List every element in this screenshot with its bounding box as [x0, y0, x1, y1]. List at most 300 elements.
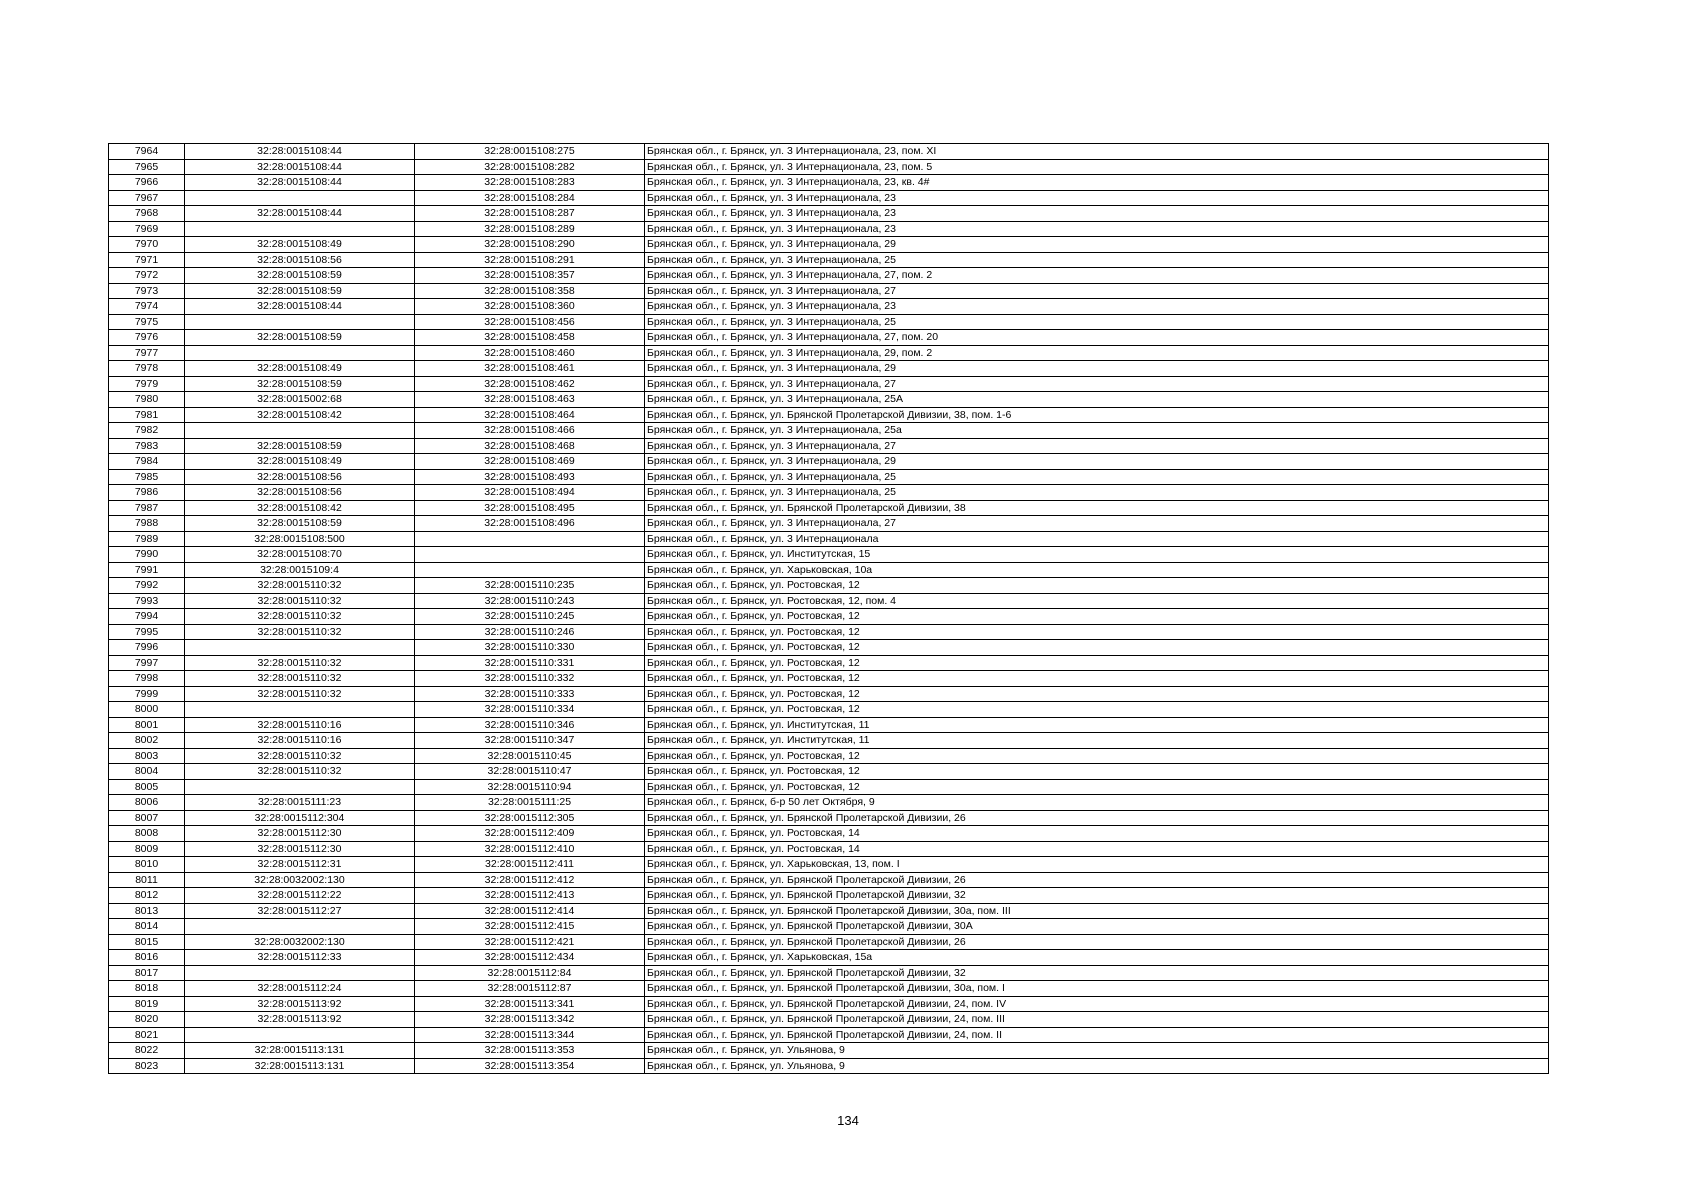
cadastral-number-cell: 32:28:0015108:460	[415, 345, 645, 361]
parent-cadastral-number-cell	[185, 190, 415, 206]
parent-cadastral-number-cell: 32:28:0015112:27	[185, 903, 415, 919]
row-number-cell: 7996	[109, 640, 185, 656]
address-cell: Брянская обл., г. Брянск, ул. 3 Интернационала, 25	[645, 314, 1549, 330]
cadastral-number-cell: 32:28:0015108:494	[415, 485, 645, 501]
parent-cadastral-number-cell: 32:28:0015108:49	[185, 361, 415, 377]
table-row	[109, 376, 1549, 392]
address-cell: Брянская обл., г. Брянск, ул. Брянской Пролетарской Дивизии, 30А	[645, 919, 1549, 935]
parent-cadastral-number-cell	[185, 702, 415, 718]
parent-cadastral-number-cell	[185, 221, 415, 237]
address-cell: Брянская обл., г. Брянск, ул. Ульянова, 9	[645, 1043, 1549, 1059]
address-cell: Брянская обл., г. Брянск, ул. 3 Интернационала, 23, пом. XI	[645, 144, 1549, 160]
row-number-cell: 7984	[109, 454, 185, 470]
row-number-cell: 7977	[109, 345, 185, 361]
table-row	[109, 1043, 1549, 1059]
address-cell: Брянская обл., г. Брянск, ул. Ростовская, 12	[645, 578, 1549, 594]
cadastral-number-cell: 32:28:0015112:434	[415, 950, 645, 966]
address-cell: Брянская обл., г. Брянск, ул. Брянской Пролетарской Дивизии, 38, пом. 1-6	[645, 407, 1549, 423]
parent-cadastral-number-cell: 32:28:0015110:32	[185, 593, 415, 609]
address-cell: Брянская обл., г. Брянск, ул. Харьковская, 10а	[645, 562, 1549, 578]
table-row	[109, 702, 1549, 718]
parent-cadastral-number-cell: 32:28:0015110:32	[185, 609, 415, 625]
row-number-cell: 7975	[109, 314, 185, 330]
address-cell: Брянская обл., г. Брянск, ул. Ростовская, 14	[645, 826, 1549, 842]
row-number-cell: 7972	[109, 268, 185, 284]
parent-cadastral-number-cell: 32:28:0015110:32	[185, 764, 415, 780]
parent-cadastral-number-cell: 32:28:0015112:30	[185, 841, 415, 857]
address-cell: Брянская обл., г. Брянск, ул. 3 Интернационала, 23	[645, 206, 1549, 222]
address-cell: Брянская обл., г. Брянск, ул. Брянской Пролетарской Дивизии, 24, пом. II	[645, 1027, 1549, 1043]
table-row	[109, 578, 1549, 594]
cadastral-number-cell: 32:28:0015108:360	[415, 299, 645, 315]
parent-cadastral-number-cell	[185, 965, 415, 981]
row-number-cell: 7987	[109, 500, 185, 516]
address-cell: Брянская обл., г. Брянск, ул. Брянской Пролетарской Дивизии, 24, пом. IV	[645, 996, 1549, 1012]
cadastral-number-cell: 32:28:0015108:289	[415, 221, 645, 237]
parent-cadastral-number-cell	[185, 1027, 415, 1043]
cadastral-number-cell: 32:28:0015108:282	[415, 159, 645, 175]
row-number-cell: 7979	[109, 376, 185, 392]
parent-cadastral-number-cell: 32:28:0015108:44	[185, 206, 415, 222]
cadastral-number-cell: 32:28:0015110:346	[415, 717, 645, 733]
table-row	[109, 144, 1549, 160]
row-number-cell: 8011	[109, 872, 185, 888]
parent-cadastral-number-cell: 32:28:0015108:42	[185, 500, 415, 516]
parent-cadastral-number-cell: 32:28:0015110:32	[185, 655, 415, 671]
cadastral-number-cell: 32:28:0015111:25	[415, 795, 645, 811]
cadastral-number-cell: 32:28:0015108:284	[415, 190, 645, 206]
table-row	[109, 609, 1549, 625]
row-number-cell: 7999	[109, 686, 185, 702]
cadastral-number-cell: 32:28:0015108:456	[415, 314, 645, 330]
row-number-cell: 8020	[109, 1012, 185, 1028]
parent-cadastral-number-cell: 32:28:0015002:68	[185, 392, 415, 408]
table-row	[109, 810, 1549, 826]
cadastral-number-cell: 32:28:0015112:414	[415, 903, 645, 919]
parent-cadastral-number-cell	[185, 314, 415, 330]
table-row	[109, 841, 1549, 857]
row-number-cell: 7969	[109, 221, 185, 237]
row-number-cell: 8003	[109, 748, 185, 764]
address-cell: Брянская обл., г. Брянск, ул. 3 Интернационала, 27, пом. 2	[645, 268, 1549, 284]
table-row	[109, 562, 1549, 578]
parent-cadastral-number-cell	[185, 423, 415, 439]
row-number-cell: 7965	[109, 159, 185, 175]
address-cell: Брянская обл., г. Брянск, ул. Институтская, 11	[645, 717, 1549, 733]
table-row	[109, 190, 1549, 206]
row-number-cell: 8006	[109, 795, 185, 811]
row-number-cell: 8004	[109, 764, 185, 780]
parent-cadastral-number-cell: 32:28:0032002:130	[185, 872, 415, 888]
row-number-cell: 8002	[109, 733, 185, 749]
address-cell: Брянская обл., г. Брянск, ул. 3 Интернационала, 25	[645, 485, 1549, 501]
parent-cadastral-number-cell: 32:28:0015108:44	[185, 299, 415, 315]
address-cell: Брянская обл., г. Брянск, ул. Ростовская, 12	[645, 748, 1549, 764]
table-row	[109, 531, 1549, 547]
table-row	[109, 764, 1549, 780]
cadastral-number-cell: 32:28:0015113:344	[415, 1027, 645, 1043]
parent-cadastral-number-cell: 32:28:0015110:32	[185, 748, 415, 764]
table-row	[109, 485, 1549, 501]
cadastral-number-cell: 32:28:0015108:461	[415, 361, 645, 377]
cadastral-number-cell: 32:28:0015112:421	[415, 934, 645, 950]
address-cell: Брянская обл., г. Брянск, ул. Брянской Пролетарской Дивизии, 32	[645, 888, 1549, 904]
address-cell: Брянская обл., г. Брянск, ул. Ростовская, 12	[645, 764, 1549, 780]
cadastral-number-cell: 32:28:0015110:245	[415, 609, 645, 625]
cadastral-number-cell: 32:28:0015110:45	[415, 748, 645, 764]
table-row	[109, 547, 1549, 563]
row-number-cell: 7995	[109, 624, 185, 640]
parent-cadastral-number-cell: 32:28:0015112:304	[185, 810, 415, 826]
address-cell: Брянская обл., г. Брянск, ул. 3 Интернационала	[645, 531, 1549, 547]
table-row	[109, 175, 1549, 191]
address-cell: Брянская обл., г. Брянск, ул. 3 Интернационала, 25	[645, 469, 1549, 485]
parent-cadastral-number-cell: 32:28:0015108:44	[185, 144, 415, 160]
parent-cadastral-number-cell: 32:28:0015108:49	[185, 237, 415, 253]
cadastral-number-cell: 32:28:0015108:468	[415, 438, 645, 454]
address-cell: Брянская обл., г. Брянск, ул. 3 Интернационала, 29	[645, 361, 1549, 377]
cadastral-number-cell: 32:28:0015112:305	[415, 810, 645, 826]
address-cell: Брянская обл., г. Брянск, ул. Брянской Пролетарской Дивизии, 26	[645, 934, 1549, 950]
address-cell: Брянская обл., г. Брянск, ул. Харьковская, 13, пом. I	[645, 857, 1549, 873]
row-number-cell: 7990	[109, 547, 185, 563]
parent-cadastral-number-cell: 32:28:0015112:33	[185, 950, 415, 966]
address-cell: Брянская обл., г. Брянск, ул. Институтская, 15	[645, 547, 1549, 563]
table-row	[109, 640, 1549, 656]
address-cell: Брянская обл., г. Брянск, ул. Брянской Пролетарской Дивизии, 26	[645, 810, 1549, 826]
address-cell: Брянская обл., г. Брянск, ул. 3 Интернационала, 25а	[645, 423, 1549, 439]
parent-cadastral-number-cell: 32:28:0015108:56	[185, 469, 415, 485]
parent-cadastral-number-cell: 32:28:0015112:30	[185, 826, 415, 842]
address-cell: Брянская обл., г. Брянск, ул. 3 Интернационала, 23, кв. 4#	[645, 175, 1549, 191]
address-cell: Брянская обл., г. Брянск, ул. 3 Интернационала, 23	[645, 299, 1549, 315]
parent-cadastral-number-cell: 32:28:0015108:59	[185, 283, 415, 299]
table-row	[109, 283, 1549, 299]
parent-cadastral-number-cell: 32:28:0015108:500	[185, 531, 415, 547]
address-cell: Брянская обл., г. Брянск, ул. 3 Интернационала, 25А	[645, 392, 1549, 408]
row-number-cell: 8019	[109, 996, 185, 1012]
address-cell: Брянская обл., г. Брянск, ул. Брянской Пролетарской Дивизии, 26	[645, 872, 1549, 888]
cadastral-number-cell: 32:28:0015108:464	[415, 407, 645, 423]
address-cell: Брянская обл., г. Брянск, ул. Ростовская, 12	[645, 686, 1549, 702]
table-row	[109, 655, 1549, 671]
address-cell: Брянская обл., г. Брянск, ул. 3 Интернационала, 23	[645, 190, 1549, 206]
parent-cadastral-number-cell: 32:28:0015113:92	[185, 996, 415, 1012]
address-cell: Брянская обл., г. Брянск, ул. Ульянова, 9	[645, 1058, 1549, 1074]
parent-cadastral-number-cell: 32:28:0015108:56	[185, 485, 415, 501]
cadastral-number-cell: 32:28:0015112:410	[415, 841, 645, 857]
address-cell: Брянская обл., г. Брянск, ул. 3 Интернационала, 29	[645, 454, 1549, 470]
parent-cadastral-number-cell: 32:28:0015110:16	[185, 733, 415, 749]
address-cell: Брянская обл., г. Брянск, ул. Брянской Пролетарской Дивизии, 24, пом. III	[645, 1012, 1549, 1028]
address-cell: Брянская обл., г. Брянск, ул. Ростовская, 14	[645, 841, 1549, 857]
cadastral-number-cell: 32:28:0015108:496	[415, 516, 645, 532]
row-number-cell: 8010	[109, 857, 185, 873]
row-number-cell: 7971	[109, 252, 185, 268]
cadastral-number-cell	[415, 562, 645, 578]
parent-cadastral-number-cell: 32:28:0015109:4	[185, 562, 415, 578]
table-row	[109, 934, 1549, 950]
address-cell: Брянская обл., г. Брянск, ул. Институтская, 11	[645, 733, 1549, 749]
address-cell: Брянская обл., г. Брянск, ул. Ростовская, 12	[645, 609, 1549, 625]
registry-table	[108, 143, 1549, 1074]
cadastral-number-cell: 32:28:0015108:462	[415, 376, 645, 392]
cadastral-number-cell: 32:28:0015108:287	[415, 206, 645, 222]
cadastral-number-cell: 32:28:0015108:283	[415, 175, 645, 191]
row-number-cell: 7994	[109, 609, 185, 625]
cadastral-number-cell: 32:28:0015112:415	[415, 919, 645, 935]
table-row	[109, 733, 1549, 749]
address-cell: Брянская обл., г. Брянск, ул. Брянской Пролетарской Дивизии, 30а, пом. III	[645, 903, 1549, 919]
cadastral-number-cell: 32:28:0015113:353	[415, 1043, 645, 1059]
table-row	[109, 779, 1549, 795]
address-cell: Брянская обл., г. Брянск, ул. Ростовская, 12	[645, 624, 1549, 640]
cadastral-number-cell: 32:28:0015110:243	[415, 593, 645, 609]
table-row	[109, 748, 1549, 764]
row-number-cell: 8005	[109, 779, 185, 795]
parent-cadastral-number-cell: 32:28:0015108:44	[185, 175, 415, 191]
parent-cadastral-number-cell: 32:28:0015108:59	[185, 376, 415, 392]
cadastral-number-cell: 32:28:0015112:412	[415, 872, 645, 888]
cadastral-number-cell: 32:28:0015108:463	[415, 392, 645, 408]
cadastral-number-cell: 32:28:0015110:246	[415, 624, 645, 640]
parent-cadastral-number-cell: 32:28:0015108:59	[185, 516, 415, 532]
row-number-cell: 7978	[109, 361, 185, 377]
table-row	[109, 872, 1549, 888]
address-cell: Брянская обл., г. Брянск, ул. 3 Интернационала, 27, пом. 20	[645, 330, 1549, 346]
parent-cadastral-number-cell: 32:28:0015113:131	[185, 1043, 415, 1059]
cadastral-number-cell	[415, 547, 645, 563]
row-number-cell: 8000	[109, 702, 185, 718]
address-cell: Брянская обл., г. Брянск, ул. Ростовская, 12, пом. 4	[645, 593, 1549, 609]
table-row	[109, 423, 1549, 439]
cadastral-number-cell: 32:28:0015108:358	[415, 283, 645, 299]
row-number-cell: 7973	[109, 283, 185, 299]
parent-cadastral-number-cell: 32:28:0032002:130	[185, 934, 415, 950]
cadastral-number-cell: 32:28:0015110:94	[415, 779, 645, 795]
table-row	[109, 981, 1549, 997]
parent-cadastral-number-cell: 32:28:0015108:59	[185, 268, 415, 284]
cadastral-number-cell: 32:28:0015108:290	[415, 237, 645, 253]
parent-cadastral-number-cell	[185, 345, 415, 361]
address-cell: Брянская обл., г. Брянск, ул. Ростовская, 12	[645, 655, 1549, 671]
table-row	[109, 857, 1549, 873]
row-number-cell: 8013	[109, 903, 185, 919]
table-row	[109, 950, 1549, 966]
table-row	[109, 392, 1549, 408]
row-number-cell: 8023	[109, 1058, 185, 1074]
parent-cadastral-number-cell	[185, 919, 415, 935]
address-cell: Брянская обл., г. Брянск, ул. 3 Интернационала, 27	[645, 283, 1549, 299]
parent-cadastral-number-cell: 32:28:0015110:16	[185, 717, 415, 733]
parent-cadastral-number-cell: 32:28:0015110:32	[185, 686, 415, 702]
row-number-cell: 7988	[109, 516, 185, 532]
row-number-cell: 8014	[109, 919, 185, 935]
table-row	[109, 407, 1549, 423]
table-row	[109, 330, 1549, 346]
cadastral-number-cell: 32:28:0015113:341	[415, 996, 645, 1012]
row-number-cell: 8009	[109, 841, 185, 857]
table-row	[109, 593, 1549, 609]
table-row	[109, 206, 1549, 222]
parent-cadastral-number-cell: 32:28:0015108:59	[185, 438, 415, 454]
parent-cadastral-number-cell: 32:28:0015112:31	[185, 857, 415, 873]
table-row	[109, 717, 1549, 733]
parent-cadastral-number-cell: 32:28:0015112:22	[185, 888, 415, 904]
table-row	[109, 795, 1549, 811]
row-number-cell: 8016	[109, 950, 185, 966]
address-cell: Брянская обл., г. Брянск, ул. Харьковская, 15а	[645, 950, 1549, 966]
address-cell: Брянская обл., г. Брянск, ул. 3 Интернационала, 23, пом. 5	[645, 159, 1549, 175]
row-number-cell: 7986	[109, 485, 185, 501]
row-number-cell: 8015	[109, 934, 185, 950]
cadastral-number-cell: 32:28:0015112:409	[415, 826, 645, 842]
cadastral-number-cell	[415, 531, 645, 547]
cadastral-number-cell: 32:28:0015110:347	[415, 733, 645, 749]
table-row	[109, 1058, 1549, 1074]
table-row	[109, 965, 1549, 981]
cadastral-number-cell: 32:28:0015110:333	[415, 686, 645, 702]
table-row	[109, 252, 1549, 268]
row-number-cell: 7967	[109, 190, 185, 206]
address-cell: Брянская обл., г. Брянск, ул. 3 Интернационала, 27	[645, 516, 1549, 532]
table-row	[109, 500, 1549, 516]
address-cell: Брянская обл., г. Брянск, ул. 3 Интернационала, 27	[645, 376, 1549, 392]
row-number-cell: 7998	[109, 671, 185, 687]
parent-cadastral-number-cell: 32:28:0015112:24	[185, 981, 415, 997]
row-number-cell: 8001	[109, 717, 185, 733]
address-cell: Брянская обл., г. Брянск, ул. Ростовская, 12	[645, 702, 1549, 718]
table-row	[109, 996, 1549, 1012]
row-number-cell: 7983	[109, 438, 185, 454]
parent-cadastral-number-cell: 32:28:0015108:70	[185, 547, 415, 563]
parent-cadastral-number-cell: 32:28:0015113:92	[185, 1012, 415, 1028]
cadastral-number-cell: 32:28:0015108:291	[415, 252, 645, 268]
parent-cadastral-number-cell: 32:28:0015108:49	[185, 454, 415, 470]
cadastral-number-cell: 32:28:0015110:235	[415, 578, 645, 594]
row-number-cell: 8007	[109, 810, 185, 826]
row-number-cell: 7974	[109, 299, 185, 315]
row-number-cell: 7966	[109, 175, 185, 191]
row-number-cell: 8022	[109, 1043, 185, 1059]
table-row	[109, 624, 1549, 640]
row-number-cell: 7970	[109, 237, 185, 253]
table-row	[109, 686, 1549, 702]
address-cell: Брянская обл., г. Брянск, ул. Ростовская, 12	[645, 779, 1549, 795]
parent-cadastral-number-cell: 32:28:0015110:32	[185, 671, 415, 687]
table-row	[109, 888, 1549, 904]
cadastral-number-cell: 32:28:0015110:47	[415, 764, 645, 780]
address-cell: Брянская обл., г. Брянск, ул. 3 Интернационала, 27	[645, 438, 1549, 454]
parent-cadastral-number-cell: 32:28:0015110:32	[185, 624, 415, 640]
table-row	[109, 159, 1549, 175]
row-number-cell: 8017	[109, 965, 185, 981]
cadastral-number-cell: 32:28:0015108:469	[415, 454, 645, 470]
cadastral-number-cell: 32:28:0015110:331	[415, 655, 645, 671]
row-number-cell: 7992	[109, 578, 185, 594]
table-row	[109, 454, 1549, 470]
address-cell: Брянская обл., г. Брянск, ул. Брянской Пролетарской Дивизии, 38	[645, 500, 1549, 516]
cadastral-number-cell: 32:28:0015112:84	[415, 965, 645, 981]
table-row	[109, 438, 1549, 454]
row-number-cell: 8008	[109, 826, 185, 842]
cadastral-number-cell: 32:28:0015112:87	[415, 981, 645, 997]
address-cell: Брянская обл., г. Брянск, ул. Брянской Пролетарской Дивизии, 32	[645, 965, 1549, 981]
cadastral-number-cell: 32:28:0015110:330	[415, 640, 645, 656]
table-row	[109, 314, 1549, 330]
parent-cadastral-number-cell	[185, 779, 415, 795]
cadastral-number-cell: 32:28:0015108:357	[415, 268, 645, 284]
row-number-cell: 8021	[109, 1027, 185, 1043]
parent-cadastral-number-cell: 32:28:0015113:131	[185, 1058, 415, 1074]
row-number-cell: 7982	[109, 423, 185, 439]
parent-cadastral-number-cell: 32:28:0015108:56	[185, 252, 415, 268]
parent-cadastral-number-cell: 32:28:0015108:44	[185, 159, 415, 175]
address-cell: Брянская обл., г. Брянск, ул. 3 Интернационала, 29	[645, 237, 1549, 253]
cadastral-number-cell: 32:28:0015108:495	[415, 500, 645, 516]
row-number-cell: 7981	[109, 407, 185, 423]
page-number: 134	[837, 1113, 859, 1128]
cadastral-number-cell: 32:28:0015108:458	[415, 330, 645, 346]
table-row	[109, 221, 1549, 237]
row-number-cell: 7989	[109, 531, 185, 547]
address-cell: Брянская обл., г. Брянск, б-р 50 лет Октября, 9	[645, 795, 1549, 811]
registry-table-body	[109, 144, 1549, 1074]
table-row	[109, 919, 1549, 935]
table-row	[109, 469, 1549, 485]
table-row	[109, 671, 1549, 687]
table-row	[109, 516, 1549, 532]
cadastral-number-cell: 32:28:0015108:493	[415, 469, 645, 485]
row-number-cell: 7980	[109, 392, 185, 408]
cadastral-number-cell: 32:28:0015113:342	[415, 1012, 645, 1028]
parent-cadastral-number-cell: 32:28:0015108:59	[185, 330, 415, 346]
row-number-cell: 7968	[109, 206, 185, 222]
address-cell: Брянская обл., г. Брянск, ул. Ростовская, 12	[645, 671, 1549, 687]
table-row	[109, 345, 1549, 361]
table-row	[109, 237, 1549, 253]
cadastral-number-cell: 32:28:0015112:413	[415, 888, 645, 904]
row-number-cell: 7997	[109, 655, 185, 671]
parent-cadastral-number-cell: 32:28:0015111:23	[185, 795, 415, 811]
row-number-cell: 7993	[109, 593, 185, 609]
row-number-cell: 8018	[109, 981, 185, 997]
parent-cadastral-number-cell	[185, 640, 415, 656]
address-cell: Брянская обл., г. Брянск, ул. Брянской Пролетарской Дивизии, 30а, пом. I	[645, 981, 1549, 997]
row-number-cell: 7985	[109, 469, 185, 485]
cadastral-number-cell: 32:28:0015108:275	[415, 144, 645, 160]
row-number-cell: 7976	[109, 330, 185, 346]
row-number-cell: 8012	[109, 888, 185, 904]
table-row	[109, 299, 1549, 315]
parent-cadastral-number-cell: 32:28:0015108:42	[185, 407, 415, 423]
row-number-cell: 7964	[109, 144, 185, 160]
cadastral-number-cell: 32:28:0015112:411	[415, 857, 645, 873]
cadastral-number-cell: 32:28:0015110:332	[415, 671, 645, 687]
row-number-cell: 7991	[109, 562, 185, 578]
address-cell: Брянская обл., г. Брянск, ул. 3 Интернационала, 23	[645, 221, 1549, 237]
cadastral-number-cell: 32:28:0015110:334	[415, 702, 645, 718]
cadastral-number-cell: 32:28:0015113:354	[415, 1058, 645, 1074]
table-row	[109, 1012, 1549, 1028]
address-cell: Брянская обл., г. Брянск, ул. Ростовская, 12	[645, 640, 1549, 656]
table-row	[109, 826, 1549, 842]
address-cell: Брянская обл., г. Брянск, ул. 3 Интернационала, 25	[645, 252, 1549, 268]
table-row	[109, 1027, 1549, 1043]
table-row	[109, 903, 1549, 919]
cadastral-number-cell: 32:28:0015108:466	[415, 423, 645, 439]
parent-cadastral-number-cell: 32:28:0015110:32	[185, 578, 415, 594]
